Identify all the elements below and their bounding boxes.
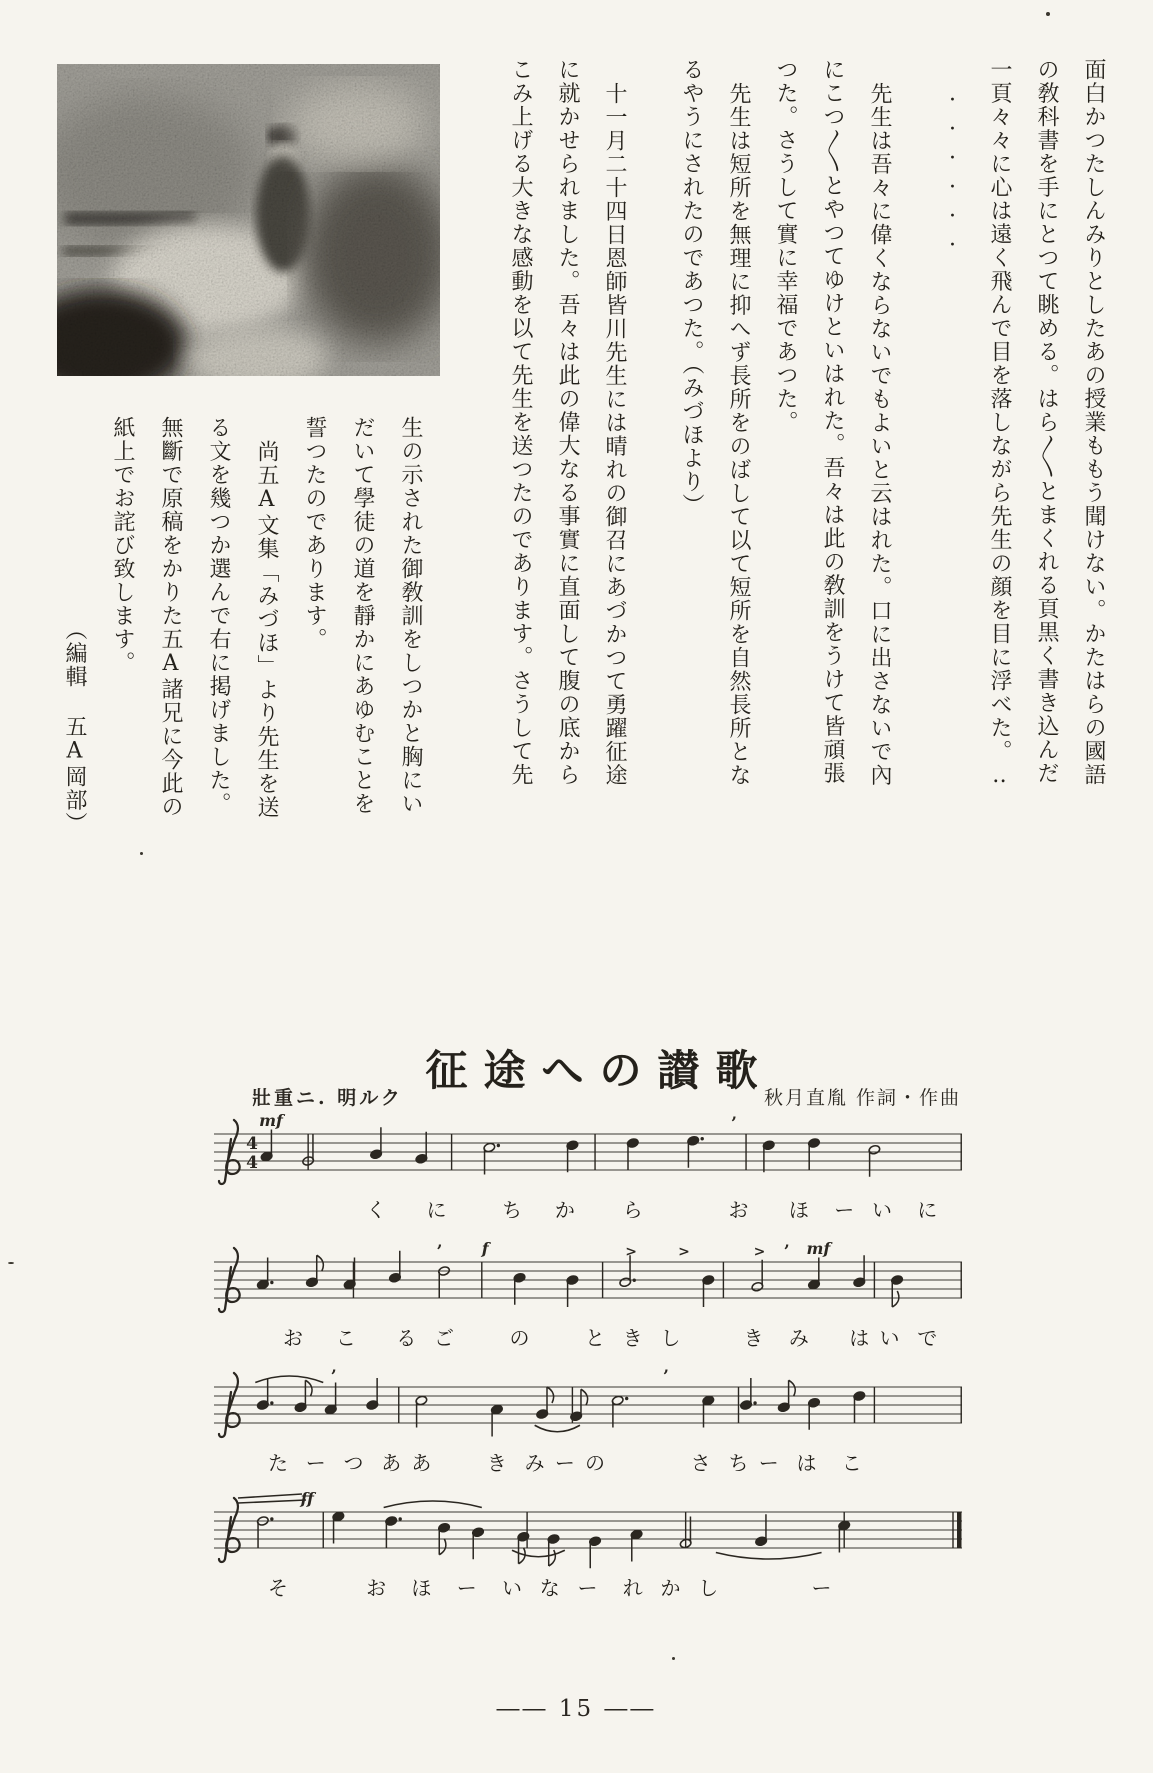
slur <box>512 1550 565 1557</box>
lyric-syllable: き <box>486 1451 507 1475</box>
lyric-syllable: い <box>502 1576 522 1600</box>
article-column: つた。さうして實に幸福であつた。 <box>773 58 798 434</box>
scan-speck <box>140 852 143 855</box>
accent-marking: > <box>625 1244 637 1260</box>
breath-mark: ’ <box>730 1114 737 1134</box>
music-staff-1 <box>210 1112 965 1236</box>
music-staff-3 <box>210 1365 965 1489</box>
dynamic-marking: f <box>481 1240 489 1258</box>
lyric-syllable: ご <box>434 1326 455 1350</box>
staff-svg <box>210 1365 965 1453</box>
lyric-syllable: ー <box>811 1576 832 1600</box>
lyric-syllable: ー <box>305 1451 326 1475</box>
lyric-syllable: ー <box>834 1198 855 1222</box>
lyric-syllable: み <box>524 1451 545 1475</box>
article-column: こみ上げる大きな感動を以て先生を送つたのであります。さうして先 <box>508 58 533 787</box>
slur <box>716 1553 822 1560</box>
lyric-syllable: お <box>366 1576 387 1600</box>
lyric-syllable: な <box>539 1576 560 1600</box>
score-tempo-marking: 壯重ニ. 明ルク <box>252 1087 403 1109</box>
dynamic-marking: ff <box>300 1490 314 1508</box>
article-column: 紙上でお詫び致します。 <box>110 416 135 675</box>
lyric-syllable: そ <box>267 1576 288 1600</box>
lyric-syllable: に <box>426 1198 447 1222</box>
article-column: にこつ〱とやつてゆけといはれた。吾々は此の敎訓をうけて皆頑張 <box>820 58 845 785</box>
article-column: 先生は吾々に偉くならないでもよいと云はれた。口に出さないで內 <box>867 82 892 787</box>
scan-speck <box>8 1262 14 1264</box>
breath-mark: ’ <box>783 1242 790 1262</box>
music-staff-2 <box>210 1240 965 1364</box>
halftone-photo-image <box>57 64 440 376</box>
lyric-syllable: ち <box>502 1198 522 1222</box>
breath-mark: ’ <box>330 1367 337 1387</box>
lyric-syllable: き <box>622 1326 643 1350</box>
halftone-photo <box>57 64 440 376</box>
lyric-syllable: は <box>796 1451 817 1475</box>
lyric-syllable: の <box>509 1326 530 1350</box>
breath-mark: ’ <box>436 1242 443 1262</box>
article-columns-right <box>497 58 1117 808</box>
article-column: だいて學徒の道を靜かにあゆむことを <box>350 416 375 816</box>
lyric-syllable: ー <box>758 1451 779 1475</box>
staff-svg <box>210 1240 965 1328</box>
accent-marking: > <box>753 1244 766 1260</box>
lyric-syllable: し <box>698 1576 719 1600</box>
lyric-syllable: ち <box>728 1451 749 1475</box>
lyric-syllable: ー <box>577 1576 598 1600</box>
lyric-syllable: こ <box>841 1451 862 1475</box>
article-column: 無斷で原稿をかりた五A諸兄に今此の <box>158 416 183 819</box>
article-column: 面白かつたしんみりとしたあの授業ももう聞けない。かたはらの國語 <box>1081 58 1106 787</box>
staff-svg <box>210 1112 965 1200</box>
score-credit: 秋月直胤 作詞・作曲 <box>764 1087 962 1109</box>
scan-speck <box>672 1657 675 1660</box>
article-column: （編輯 五A岡部） <box>62 618 87 836</box>
page-number: ―― 15 ―― <box>496 1696 657 1722</box>
lyric-syllable: と <box>585 1326 606 1350</box>
lyric-syllable: は <box>849 1326 870 1350</box>
lyric-syllable: ら <box>622 1198 643 1222</box>
article-column: に就かせられました。吾々は此の偉大なる事實に直面して腹の底から <box>555 58 580 787</box>
lyric-syllable: い <box>871 1198 892 1222</box>
slur <box>535 1425 580 1432</box>
lyric-syllable: さ <box>690 1451 711 1475</box>
article-column: る文を幾つか選んで右に掲げました。 <box>206 416 231 816</box>
lyric-syllable: た <box>267 1451 288 1475</box>
lyric-syllable: こ <box>335 1326 356 1350</box>
lyric-syllable: み <box>788 1326 809 1350</box>
lyric-syllable: る <box>396 1326 417 1350</box>
article-columns-left <box>50 416 434 836</box>
dynamic-marking: mf <box>806 1240 831 1258</box>
lyric-syllable: に <box>917 1198 938 1222</box>
music-staff-4 <box>210 1490 965 1614</box>
article-column: 一頁々々に心は遠く飛んで目を落しながら先生の顔を目に浮べた。‥ <box>987 58 1012 790</box>
lyric-syllable: か <box>554 1198 575 1222</box>
staff-svg <box>210 1490 965 1578</box>
lyrics-row <box>210 1447 965 1481</box>
lyric-syllable: お <box>283 1326 304 1350</box>
lyric-syllable: あ <box>381 1451 402 1475</box>
lyric-syllable: ー <box>456 1576 477 1600</box>
article-column: ······ <box>940 88 965 262</box>
lyric-syllable: つ <box>343 1451 364 1475</box>
lyric-syllable: で <box>917 1326 938 1350</box>
article-column: 誓つたのであります。 <box>302 416 327 651</box>
dynamic-marking: mf <box>259 1112 283 1130</box>
lyrics-row <box>210 1322 965 1356</box>
lyric-syllable: く <box>366 1198 387 1222</box>
lyric-syllable: あ <box>411 1451 432 1475</box>
lyric-syllable: ほ <box>411 1576 432 1600</box>
article-column: るやうにされたのであつた。（みづほより） <box>679 58 704 517</box>
slur <box>384 1501 482 1508</box>
lyrics-row <box>210 1572 965 1606</box>
lyric-syllable: し <box>660 1326 681 1350</box>
slur <box>255 1376 323 1383</box>
lyric-syllable: ー <box>554 1451 575 1475</box>
article-column: の敎科書を手にとつて眺める。はら〱とまくれる頁黒く書き込んだ <box>1034 58 1059 785</box>
lyric-syllable: い <box>879 1326 900 1350</box>
svg-text:4: 4 <box>246 1134 258 1154</box>
article-column: 尚五A文集「みづほ」より先生を送 <box>254 440 279 819</box>
score-title: 征途への讃歌 <box>425 1046 774 1095</box>
lyric-syllable: か <box>660 1576 681 1600</box>
article-column: 十一月二十四日恩師皆川先生には晴れの御召にあづかつて勇躍征途 <box>602 82 627 787</box>
accent-marking: > <box>678 1244 690 1260</box>
article-column: 先生は短所を無理に抑へず長所をのばして以て短所を自然長所とな <box>726 82 751 787</box>
lyric-syllable: れ <box>622 1576 643 1600</box>
breath-mark: ’ <box>663 1367 669 1387</box>
lyric-syllable: お <box>728 1198 749 1222</box>
lyrics-row <box>210 1194 965 1228</box>
lyric-syllable: ほ <box>788 1198 809 1222</box>
svg-text:4: 4 <box>246 1153 258 1173</box>
article-column: 生の示された御敎訓をしつかと胸にい <box>398 416 423 816</box>
lyric-syllable: の <box>585 1451 606 1475</box>
scan-speck <box>1046 12 1050 16</box>
lyric-syllable: き <box>743 1326 764 1350</box>
